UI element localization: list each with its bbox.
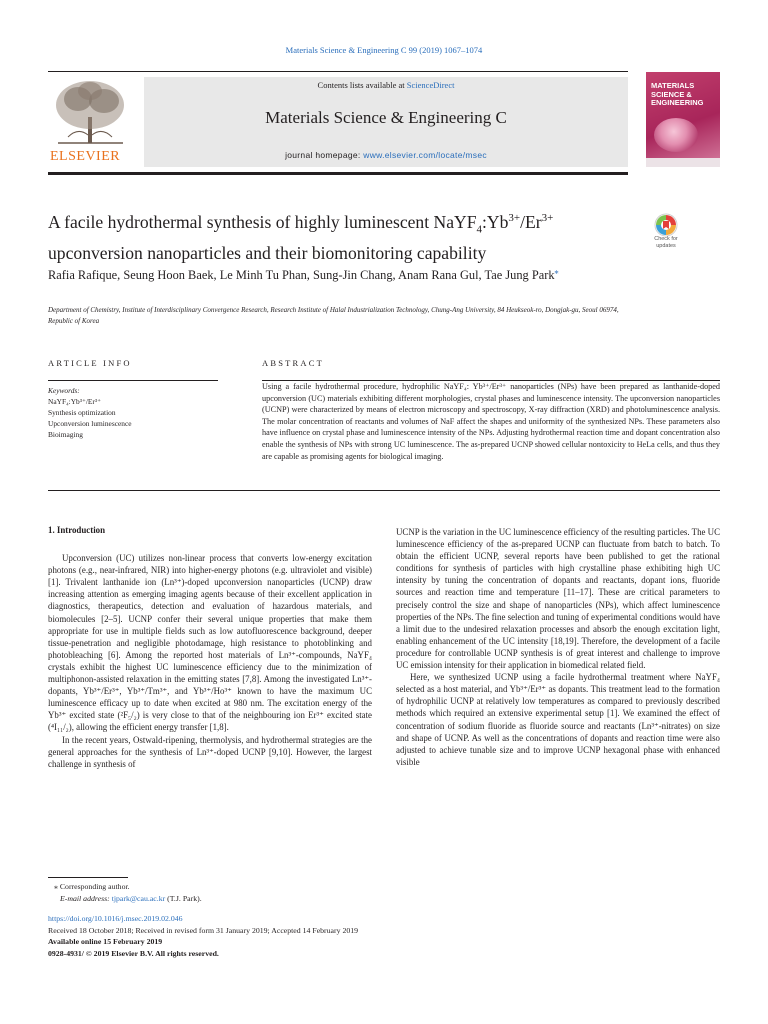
journal-masthead xyxy=(48,77,628,169)
corresponding-author-note: ⁎ Corresponding author. xyxy=(54,882,130,891)
footnote-rule xyxy=(48,877,128,878)
body-paragraph: Upconversion (UC) utilizes non-linear process that converts low-energy excitation photons (e.g., near-infrared, NIR) into higher-energy photons (e.g. ultraviolet and visible) [1]. Trivalent lanthanide ion (Ln³⁺)-doped upconversion nanoparticles (UCNP) draw increasing attention as emerging imaging agents because of their excellent application in diagnostics, therapeutics, detection and evaluation of hazardous materials, and biomolecules [2–5]. UCNP confer their several unique properties that make them appropriate for use in multiple fields such as low autofluorescence background, deeper tissue-penetration and negligible photodamage, high resistance to photoblinking and photobleaching [6]. Among the reported host materials of Ln³⁺-compounds, NaYF₄ crystals exhibit the highest UC luminescence efficiency due to the minimization of multiphonon-assisted relaxation in the emitting states [7,8]. Among the investigated Ln³⁺-dopants, Yb³⁺/Er³⁺, Yb³⁺/Tm³⁺, and Yb³⁺/Ho³⁺ known to have the maximum UC luminescence efficacy up to date when excited at 980 nm. The excitation energy of the Yb³⁺ excited state (²F₅/₂) is very close to that of the neighbouring ion Er³⁺ excited state (⁴I₁₁/₂), allowing the efficient energy transfer [1,8]. xyxy=(48,553,372,733)
title-text-2: :Yb xyxy=(482,211,509,232)
homepage-prefix: journal homepage: xyxy=(285,150,364,160)
body-column-right xyxy=(396,526,720,768)
email-owner: (T.J. Park). xyxy=(165,893,202,903)
cover-image xyxy=(654,118,698,152)
body-paragraph: UCNP is the variation in the UC luminescence efficiency of the resulting particles. The UC luminescence efficiency of the as-prepared UCNP can fluctuate from batch to batch. To obtain the efficient UCNP, several reports have been published to get the rational conditions for synthesis of particles with high crystalline phase exhibiting high UC intensity by tuning the concentration of dopants and reactants, dopant ions, fluoride sources and reaction time and temperature [11–17]. These are critical parameters to precisely control the size and shape of nanoparticles (NPs), which affect luminescence properties of the NPs. The fine selection and tuning of experimental conditions would have a limit due to the undesired relaxation processes and absorb the enough excitation light, enabling enhancement of the UC intensity [18,19]. Therefore, the development of a facile procedure for controllable UCNP synthesis is of great interest and challenge to improve UC emission intensity for their application in biomedical related field. xyxy=(396,527,720,671)
body-paragraph: In the recent years, Ostwald-ripening, thermolysis, and hydrothermal strategies are the general approaches for the synthesis of Ln³⁺-doped UCNP [9,10]. However, the largest challenge in synthesis of xyxy=(48,734,372,769)
homepage-line xyxy=(144,150,628,160)
section-heading-introduction: 1. Introduction xyxy=(48,525,106,535)
crossmark-label: Check for updates xyxy=(654,236,678,249)
body-paragraph: Here, we synthesized UCNP using a facile hydrothermal treatment where NaYF₄ selected as a host material, and Yb³⁺/Er³⁺ as dopants. This treatment lead to the formation of hydrophilic UCNP at relatively low temperatures as compared to previously described methods which required an extensive experimental setup [1]. We examined the effect of concentration of sodium fluoride as fluoride source and reactants (Ln³⁺-nitrates) on size and shape of UCNP. As well as the concentrations of dopants and reaction time were also adjusted to achieve tunable size and to improve UCNP hexagonal phase with enhanced visible xyxy=(396,672,720,767)
article-title xyxy=(48,206,628,265)
contents-prefix: Contents lists available at xyxy=(317,80,407,90)
abstract-bottom-rule xyxy=(48,490,720,491)
email-link[interactable]: tjpark@cau.ac.kr xyxy=(111,893,166,903)
header-bottom-rule xyxy=(48,172,628,175)
body-column-left xyxy=(48,524,372,770)
elsevier-wordmark: ELSEVIER xyxy=(50,149,121,164)
article-info-heading: ARTICLE INFO xyxy=(48,358,132,368)
title-text-3: /Er xyxy=(520,211,542,232)
article-info-rule xyxy=(48,380,218,381)
title-text-4: upconversion nanoparticles and their biomonitoring capability xyxy=(48,243,487,264)
copyright: 0928-4931/ © 2019 Elsevier B.V. All rights reserved. xyxy=(48,948,219,958)
homepage-link[interactable]: www.elsevier.com/locate/msec xyxy=(363,150,487,160)
authors-text: Rafia Rafique, Seung Hoon Baek, Le Minh Tu Phan, Sung-Jin Chang, Anam Rana Gul, Tae Jung Park xyxy=(48,268,555,283)
keyword-item: Synthesis optimization xyxy=(48,408,116,417)
keywords-label: Keywords: xyxy=(48,386,80,395)
affiliation: Department of Chemistry, Institute of Interdisciplinary Convergence Research, Research Institute of Halal Industrialization Technology, Chung-Ang University, 84 Heukseok-ro, Dongjak-gu, Seoul 06974, Republic of Korea xyxy=(48,306,619,325)
title-sup-a: 3+ xyxy=(508,212,521,224)
abstract-heading: ABSTRACT xyxy=(262,358,324,368)
email-line xyxy=(48,893,448,905)
received-dates: Received 18 October 2018; Received in revised form 31 January 2019; Accepted 14 February 2019 xyxy=(48,925,359,935)
header-top-rule xyxy=(48,71,628,72)
available-online: Available online 15 February 2019 xyxy=(48,937,163,947)
email-label: E-mail address: xyxy=(60,893,112,903)
keyword-item: NaYF₄:Yb³⁺/Er³⁺ xyxy=(48,397,101,406)
footnote-block xyxy=(48,881,448,904)
title-text-1: A facile hydrothermal synthesis of highly luminescent NaYF xyxy=(48,211,477,232)
journal-cover-thumbnail[interactable] xyxy=(646,72,720,167)
corresponding-author-mark[interactable]: ⁎ xyxy=(554,267,559,276)
keyword-item: Upconversion luminescence xyxy=(48,419,132,428)
title-sup-b: 3+ xyxy=(541,212,554,224)
title-sub: 4 xyxy=(476,223,483,236)
cover-title: MATERIALS SCIENCE & ENGINEERING xyxy=(651,81,704,107)
sciencedirect-link[interactable]: ScienceDirect xyxy=(406,80,455,90)
author-list xyxy=(48,263,628,284)
abstract-text: Using a facile hydrothermal procedure, hydrophilic NaYF₄: Yb³⁺/Er³⁺ nanoparticles (NPs) have been prepared as lanthanide-doped upconversion (UC) materials exhibiting different morphologies, crystal phases and luminescence intensity. The upconversion nanoparticles (UCNP) were characterized by means of electron microscopy and spectroscopy, X-ray diffraction (XRD) and photoluminescence analysis. The molar concentration of reactants and volumes of NaF affect the shapes and uniformity of the synthesized NPs. These parameters also have influence on crystal phase and luminescence intensity of the NPs. Adjusting hydrothermal reaction time and dopant concentration also enable the synthesis of NPs with strong UC luminescence. The as-prepared UCNP showed cellular nontoxicity to HeLa cells, and thus they are capable as promising agents for biological imaging. xyxy=(262,382,720,461)
journal-title: Materials Science & Engineering C xyxy=(265,108,507,127)
journal-reference-link[interactable]: Materials Science & Engineering C 99 (2019) 1067–1074 xyxy=(285,45,483,55)
contents-line xyxy=(144,80,628,90)
keywords-block xyxy=(48,385,218,440)
cover-strip xyxy=(646,158,720,167)
keyword-item: Bioimaging xyxy=(48,430,83,439)
publication-info xyxy=(48,913,548,959)
masthead-banner xyxy=(144,77,628,167)
doi-link[interactable]: https://doi.org/10.1016/j.msec.2019.02.046 xyxy=(48,914,183,923)
